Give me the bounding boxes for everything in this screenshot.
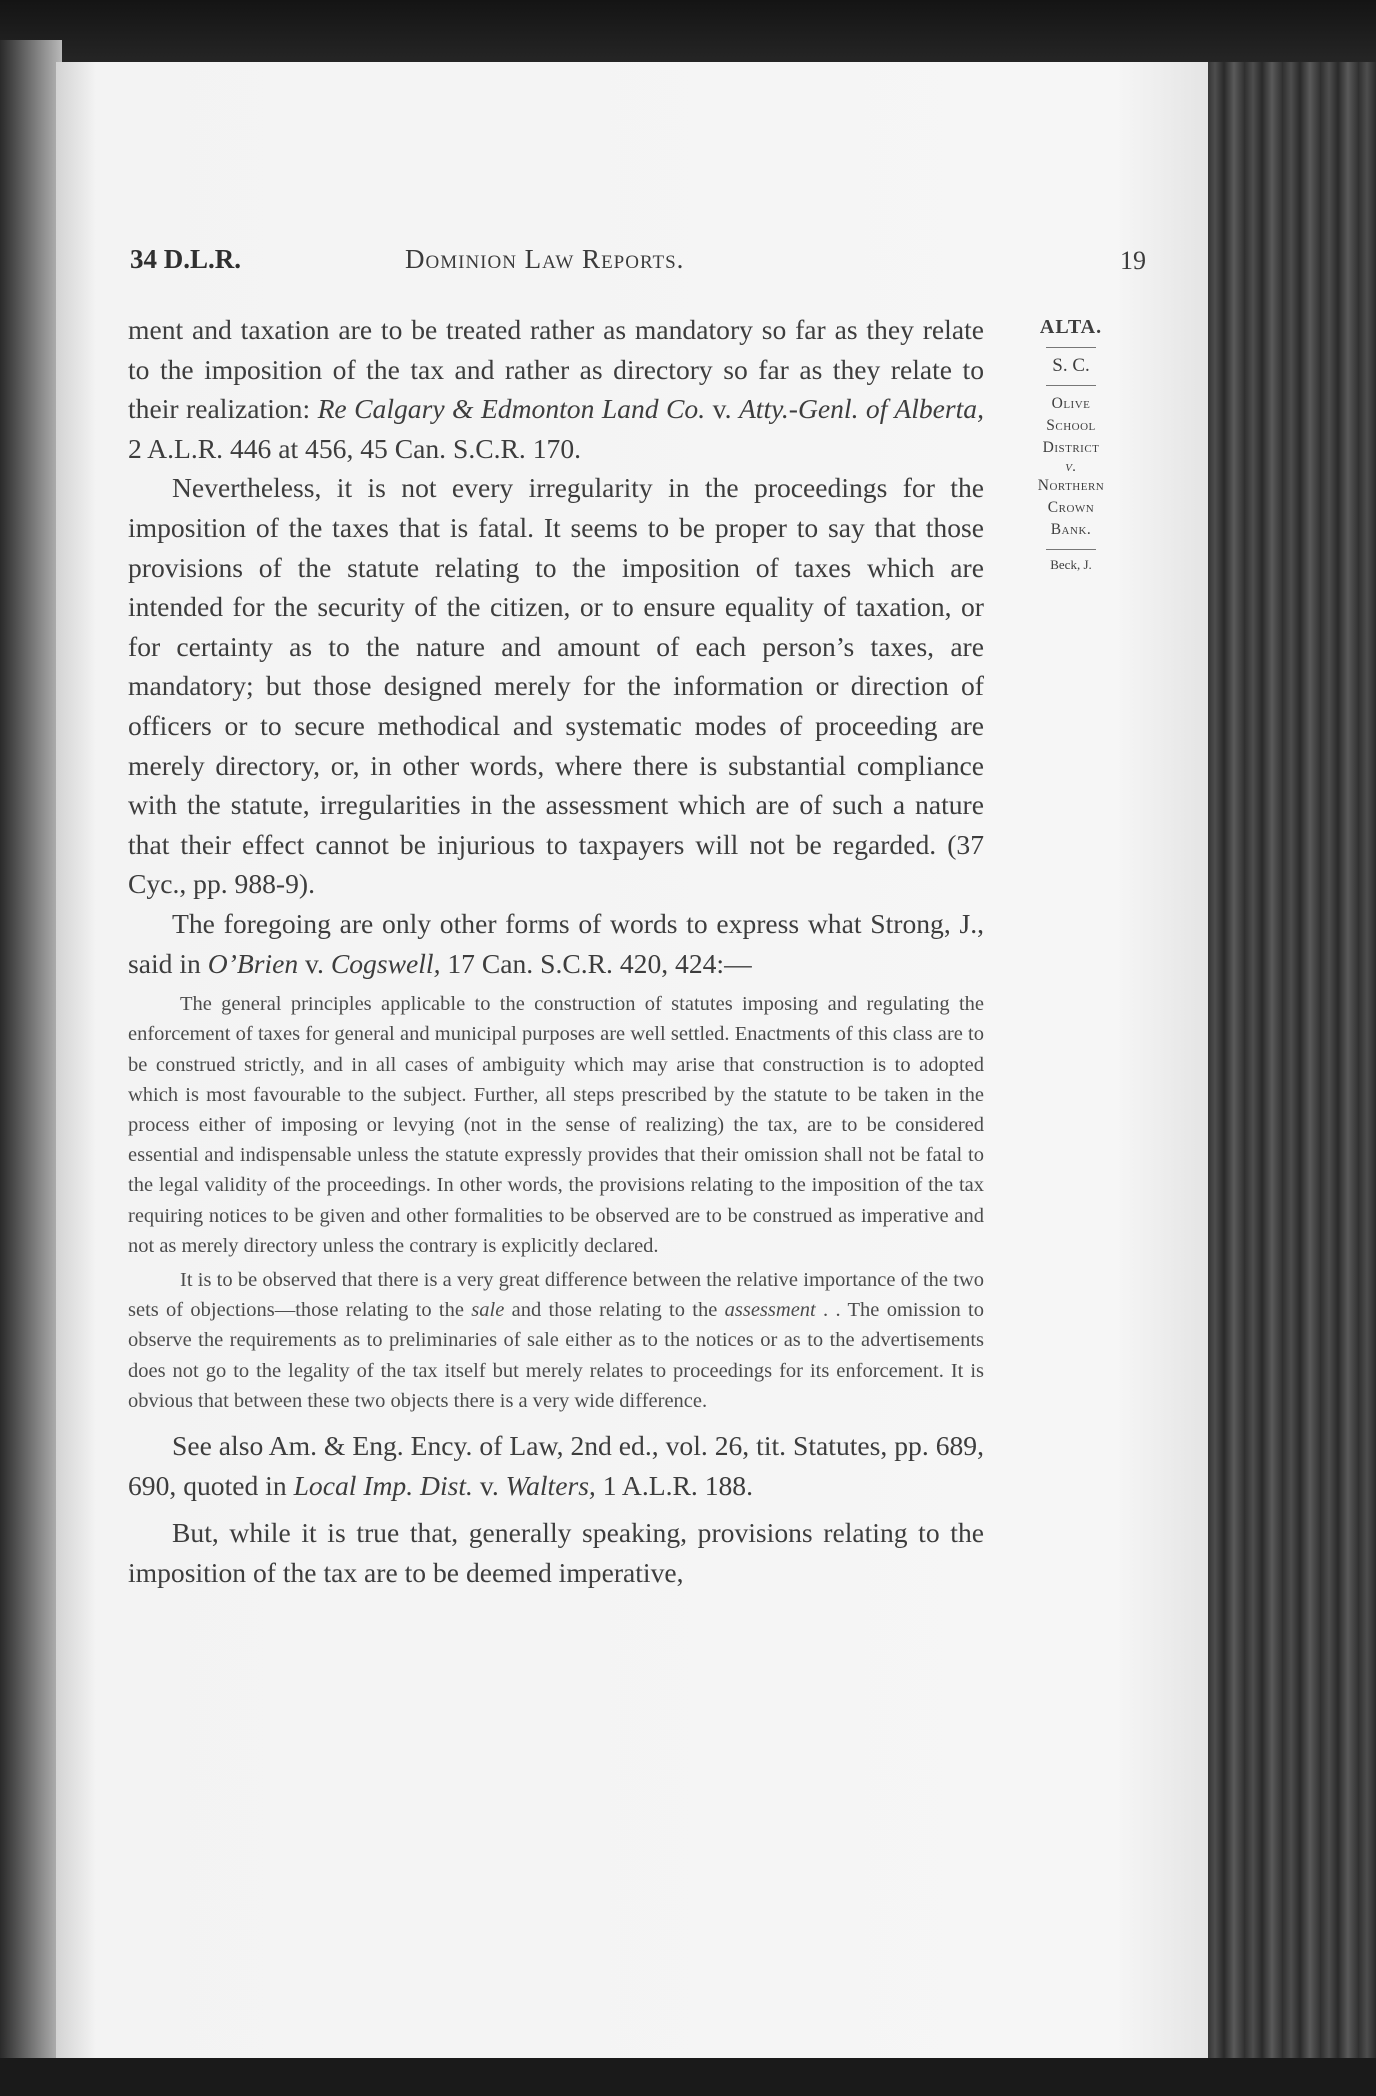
case-name <box>1012 393 1130 541</box>
party1-line: Olive <box>1051 395 1091 412</box>
paragraph <box>128 310 984 468</box>
party2-line: Crown <box>1047 499 1095 516</box>
text-run: 1 A.L.R. 188. <box>595 1469 753 1501</box>
party2-line: Bank. <box>1050 521 1092 538</box>
text-run: ment and taxation are to be treated rather as mandatory so far as they relate to the imposition of the tax and rather as directory so far as they relate to their realization: <box>128 314 984 425</box>
paragraph <box>128 904 984 983</box>
page-number: 19 <box>1120 246 1146 275</box>
text-run: It is to be observed that there is a very great difference between the relative importance of the two sets of objections—those relating to the <box>128 1268 984 1322</box>
text-run: See also Am. & Eng. Ency. of Law, 2nd ed., vol. 26, tit. Statutes, pp. 689, 690, quoted in <box>128 1429 984 1501</box>
margin-rule <box>1046 549 1096 550</box>
paragraph <box>128 1426 984 1505</box>
party1-line: District <box>1042 439 1100 456</box>
party1-line: School <box>1046 417 1096 434</box>
book-page-edges <box>1206 62 1376 2062</box>
case-citation: Local Imp. Dist. <box>293 1469 473 1501</box>
reporter-title: Dominion Law Reports. <box>405 244 685 274</box>
text-run: v. <box>472 1469 506 1501</box>
margin-rule <box>1046 347 1096 348</box>
text-run: 2 A.L.R. 446 at 456, 45 Can. S.C.R. 170. <box>128 432 582 464</box>
paragraph: Nevertheless, it is not every irregularity in the proceedings for the imposition of the taxes that is fatal. It seems to be proper to say that those provisions of the statute relating to the imposition of taxes which are intended for the security of the citizen, or to ensure equality of taxation, or for certainty as to the nature and amount of each person’s taxes, are mandatory; but those designed merely for the information or direction of officers or to secure methodical and systematic modes of proceeding are merely directory, or, in other words, where there is substantial compliance with the statute, irregularities in the assessment which are of such a nature that their effect cannot be injurious to taxpayers will not be regarded. (37 Cyc., pp. 988-9). <box>128 472 984 900</box>
text-run: v. <box>705 393 739 425</box>
case-citation: Re Calgary & Edmonton Land Co. <box>317 393 706 425</box>
running-header <box>130 244 1146 284</box>
scan-bottom-border <box>0 2058 1376 2096</box>
scan-top-border <box>0 0 1376 66</box>
court-label: S. C. <box>1052 355 1090 376</box>
case-citation: O’Brien <box>207 947 299 979</box>
judge-label: Beck, J. <box>1050 557 1092 572</box>
volume-label: 34 D.L.R. <box>130 244 242 274</box>
margin-notes <box>1012 316 1130 573</box>
margin-rule <box>1046 385 1096 386</box>
province-label: ALTA. <box>1039 316 1103 338</box>
text-run: . . The omission to observe the requirements as to preliminaries of sale either as to the notices or as to the advertisements does not go to the legality of the tax itself but merely relates to proceedings for its enforcement. It is obvious that between these two objects there is a very wide difference. <box>128 1299 984 1412</box>
case-citation: Atty.-Genl. of Alberta, <box>738 393 985 425</box>
text-run: v. <box>298 947 331 979</box>
emphasis: sale <box>471 1299 505 1322</box>
case-citation: Cogswell, <box>330 947 441 979</box>
emphasis: assessment <box>724 1299 816 1322</box>
block-quote: The general principles applicable to the construction of statutes imposing and regulating the enforcement of taxes for general and municipal purposes are well settled. Enactments of this class are to be construed strictly, and in all cases of ambiguity which may arise that construction is to adopted which is most favourable to the subject. Further, all steps prescribed by the statute to be taken in the process either of imposing or levying (not in the sense of realizing) the tax, are to be considered essential and indispensable unless the statute expressly provides that their omission shall not be fatal to the legal validity of the proceedings. In other words, the provisions relating to the imposition of the tax requiring notices to be given and other formalities to be observed are to be construed as imperative and not as merely directory unless the contrary is explicitly declared. <box>128 993 984 1257</box>
book-left-edge <box>0 40 62 2070</box>
text-run: and those relating to the <box>504 1299 725 1322</box>
case-citation: Walters, <box>505 1469 596 1501</box>
body-text <box>128 310 984 1592</box>
text-run: 17 Can. S.C.R. 420, 424:— <box>440 947 752 979</box>
versus-label: v. <box>1065 459 1077 475</box>
text-run: The foregoing are only other forms of words to express what Strong, J., said in <box>128 907 984 979</box>
block-quote <box>128 1265 984 1416</box>
paragraph: But, while it is true that, generally speaking, provisions relating to the imposition of the tax are to be deemed imperative, <box>128 1517 984 1588</box>
party2-line: Northern <box>1037 477 1105 494</box>
